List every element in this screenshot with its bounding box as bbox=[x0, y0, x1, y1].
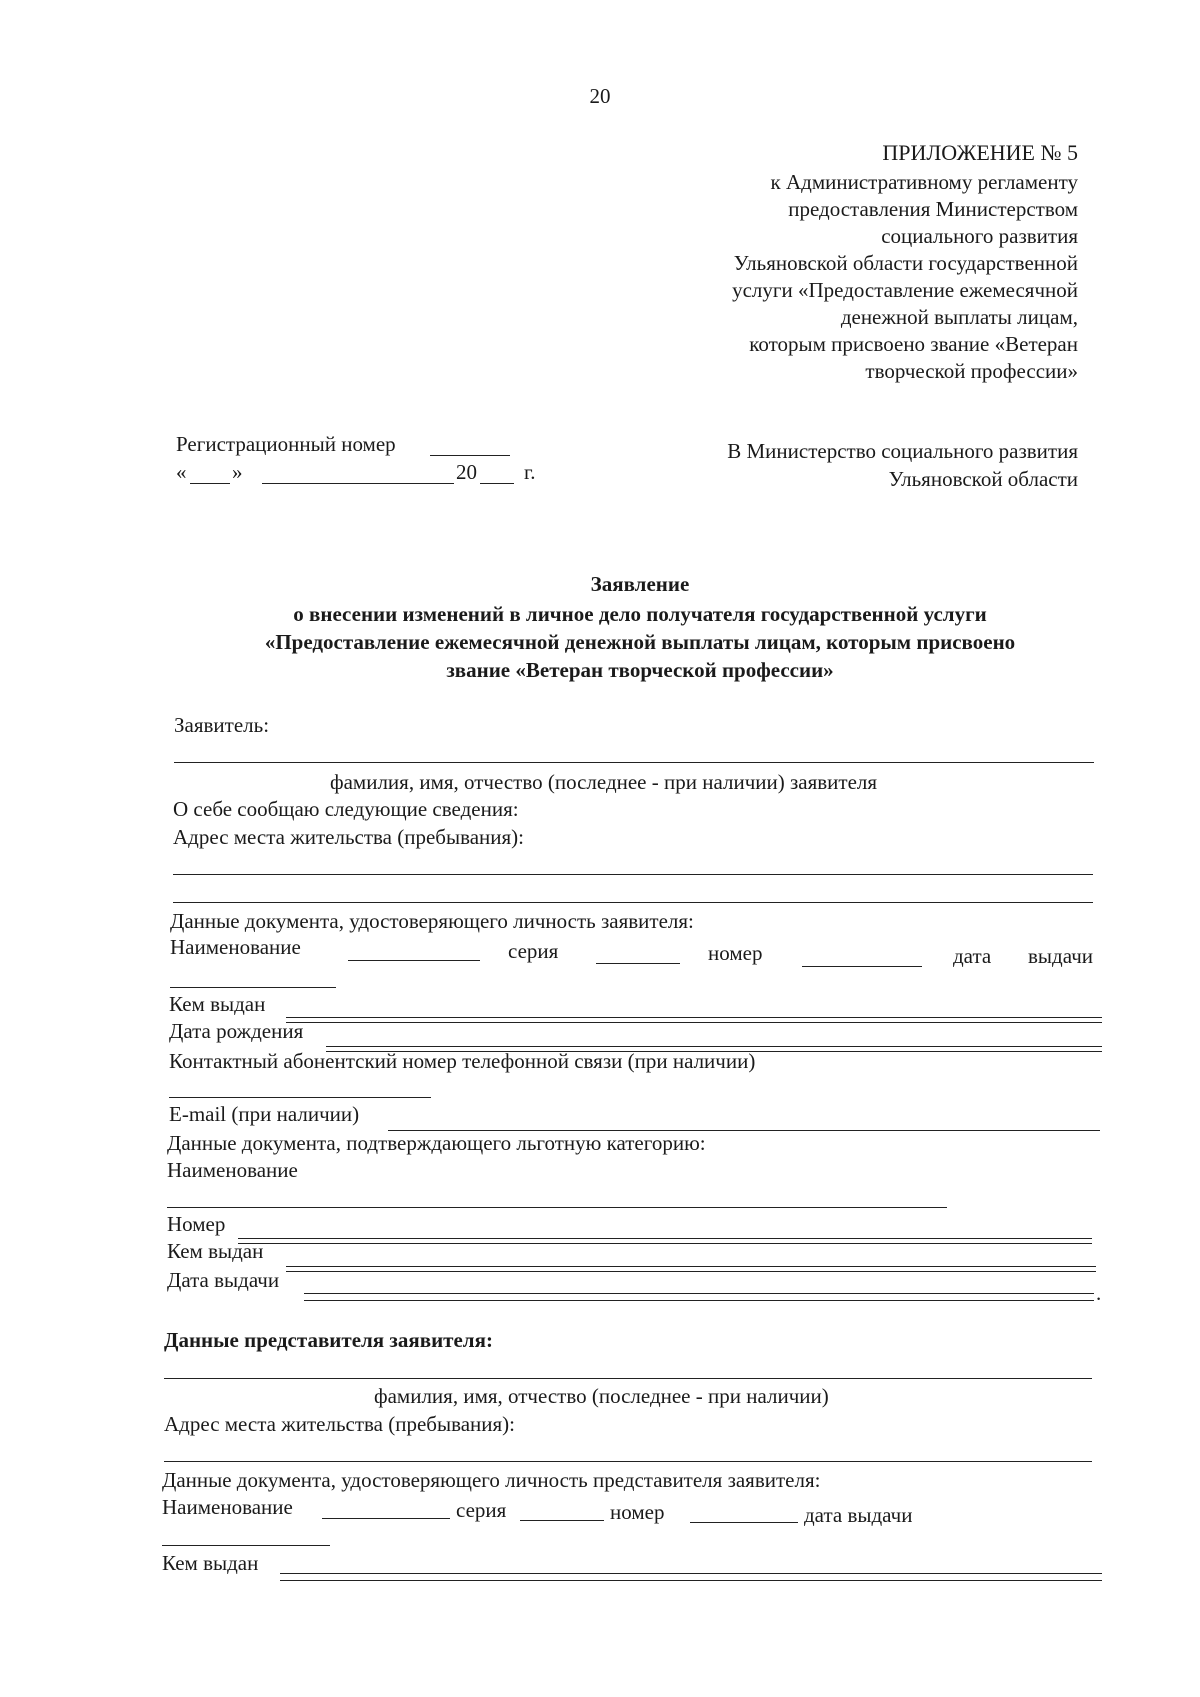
applicant-id-date-label: выдачи bbox=[1028, 944, 1093, 968]
representative-address-label: Адрес места жительства (пребывания): bbox=[164, 1412, 516, 1436]
representative-id-series-line[interactable] bbox=[520, 1520, 604, 1521]
applicant-name-line[interactable] bbox=[174, 762, 1094, 763]
applicant-benefit-number-line[interactable] bbox=[238, 1243, 1092, 1244]
appendix-line: услуги «Предоставление ежемесячной bbox=[732, 278, 1078, 302]
applicant-benefit-number-label: Номер bbox=[167, 1212, 226, 1236]
representative-id-number-label: номер bbox=[610, 1500, 665, 1524]
registration-year-prefix: 20 bbox=[456, 460, 477, 484]
statement-subtitle: «Предоставление ежемесячной денежной выплаты лицам, которым присвоено bbox=[264, 630, 1016, 654]
appendix-line: предоставления Министерством bbox=[788, 197, 1078, 221]
appendix-line: Ульяновской области государственной bbox=[733, 251, 1078, 275]
representative-id-series-label: серия bbox=[456, 1498, 507, 1522]
applicant-issued-by-label: Кем выдан bbox=[169, 992, 266, 1016]
registration-year-line[interactable] bbox=[480, 483, 514, 484]
addressee-line: В Министерство социального развития bbox=[727, 439, 1078, 463]
representative-id-name-label: Наименование bbox=[162, 1495, 293, 1519]
applicant-benefit-number-line[interactable] bbox=[238, 1238, 1092, 1239]
applicant-benefit-name-label: Наименование bbox=[167, 1158, 298, 1182]
appendix-line: социального развития bbox=[881, 224, 1078, 248]
applicant-id-date-label: дата bbox=[953, 944, 992, 968]
appendix-line: к Административному регламенту bbox=[770, 170, 1078, 194]
statement-subtitle: о внесении изменений в личное дело получателя государственной услуги bbox=[293, 602, 987, 626]
applicant-benefit-doc-label: Данные документа, подтверждающего льготную категорию: bbox=[167, 1131, 706, 1155]
applicant-id-doc-label: Данные документа, удостоверяющего личность заявителя: bbox=[170, 909, 694, 933]
representative-issued-by-line[interactable] bbox=[280, 1580, 1102, 1581]
registration-label: Регистрационный номер bbox=[176, 432, 396, 456]
applicant-benefit-issued-by-label: Кем выдан bbox=[167, 1239, 264, 1263]
addressee-line: Ульяновской области bbox=[888, 467, 1078, 491]
applicant-address-line[interactable] bbox=[173, 902, 1093, 903]
applicant-benefit-issued-by-line[interactable] bbox=[286, 1266, 1096, 1267]
registration-day-line[interactable] bbox=[190, 483, 230, 484]
representative-id-name-line[interactable] bbox=[322, 1518, 450, 1519]
appendix-title: ПРИЛОЖЕНИЕ № 5 bbox=[882, 140, 1078, 165]
representative-name-caption: фамилия, имя, отчество (последнее - при наличии) bbox=[374, 1384, 829, 1408]
applicant-birth-date-label: Дата рождения bbox=[169, 1019, 304, 1043]
applicant-id-series-line[interactable] bbox=[596, 963, 680, 964]
applicant-id-number-label: номер bbox=[708, 941, 763, 965]
representative-id-number-line[interactable] bbox=[690, 1522, 798, 1523]
applicant-id-name-line[interactable] bbox=[348, 960, 480, 961]
registration-month-line[interactable] bbox=[262, 483, 454, 484]
statement-title: Заявление bbox=[590, 572, 690, 596]
appendix-line: которым присвоено звание «Ветеран bbox=[749, 332, 1078, 356]
appendix-line: творческой профессии» bbox=[865, 359, 1078, 383]
registration-quote-open: « bbox=[176, 460, 187, 484]
applicant-address-line[interactable] bbox=[173, 874, 1093, 875]
applicant-id-series-label: серия bbox=[508, 939, 559, 963]
applicant-issued-by-line[interactable] bbox=[286, 1022, 1102, 1023]
applicant-benefit-issued-by-line[interactable] bbox=[286, 1271, 1096, 1272]
registration-quote-close: » bbox=[232, 460, 243, 484]
applicant-label: Заявитель: bbox=[174, 713, 270, 737]
applicant-issued-by-line[interactable] bbox=[286, 1017, 1102, 1018]
applicant-birth-date-line[interactable] bbox=[326, 1046, 1102, 1047]
applicant-name-caption: фамилия, имя, отчество (последнее - при наличии) заявителя bbox=[330, 770, 878, 794]
representative-id-date-line[interactable] bbox=[162, 1545, 330, 1546]
representative-issued-by-label: Кем выдан bbox=[162, 1551, 259, 1575]
representative-issued-by-line[interactable] bbox=[280, 1573, 1102, 1574]
applicant-email-label: E-mail (при наличии) bbox=[169, 1102, 360, 1126]
period-mark: . bbox=[1096, 1281, 1102, 1305]
applicant-info-intro: О себе сообщаю следующие сведения: bbox=[173, 797, 519, 821]
applicant-benefit-issue-date-line[interactable] bbox=[304, 1300, 1094, 1301]
applicant-address-label: Адрес места жительства (пребывания): bbox=[173, 825, 525, 849]
statement-subtitle: звание «Ветеран творческой профессии» bbox=[446, 658, 834, 682]
appendix-line: денежной выплаты лицам, bbox=[840, 305, 1078, 329]
representative-id-doc-label: Данные документа, удостоверяющего личность представителя заявителя: bbox=[162, 1468, 821, 1492]
applicant-benefit-name-line[interactable] bbox=[167, 1207, 947, 1208]
applicant-id-date-line[interactable] bbox=[170, 987, 336, 988]
applicant-benefit-issue-date-line[interactable] bbox=[304, 1293, 1094, 1294]
page-number: 20 bbox=[589, 84, 611, 108]
applicant-benefit-issue-date-label: Дата выдачи bbox=[167, 1268, 280, 1292]
representative-label: Данные представителя заявителя: bbox=[164, 1328, 493, 1352]
representative-address-line[interactable] bbox=[164, 1461, 1092, 1462]
applicant-id-name-label: Наименование bbox=[170, 935, 301, 959]
applicant-id-number-line[interactable] bbox=[802, 966, 922, 967]
representative-id-date-label: дата выдачи bbox=[804, 1503, 913, 1527]
representative-name-line[interactable] bbox=[164, 1378, 1092, 1379]
applicant-phone-line[interactable] bbox=[169, 1097, 431, 1098]
registration-year-suffix: г. bbox=[524, 460, 536, 484]
registration-number-line[interactable] bbox=[430, 455, 510, 456]
applicant-phone-label: Контактный абонентский номер телефонной связи (при наличии) bbox=[169, 1049, 756, 1073]
